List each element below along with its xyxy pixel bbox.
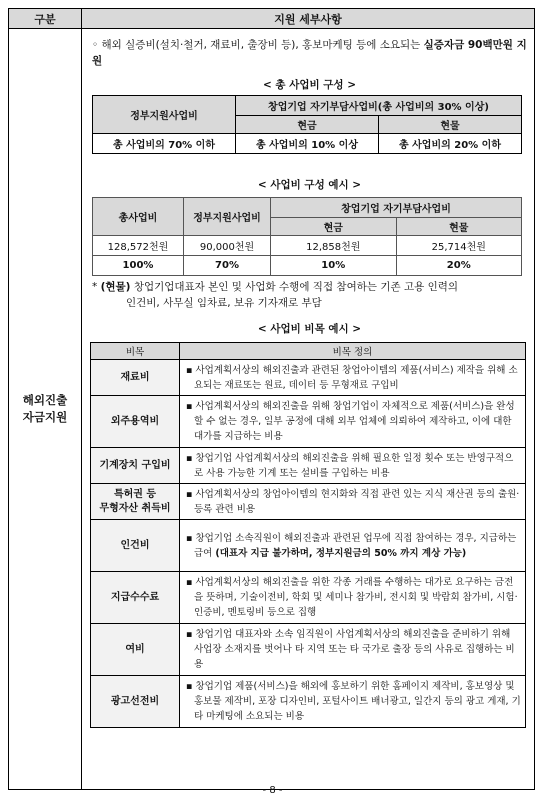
table-row bbox=[91, 520, 526, 572]
ex-row-percent bbox=[93, 256, 522, 276]
table-row bbox=[91, 396, 526, 448]
main-table bbox=[8, 8, 535, 790]
example-table bbox=[92, 197, 522, 276]
item-name-line1: 특허권 등 bbox=[113, 488, 157, 500]
tc-kind-value: 총 사업비의 20% 이하 bbox=[378, 134, 521, 154]
tc-gov-header: 정부지원사업비 bbox=[93, 96, 236, 134]
item-desc-text: ▪ 창업기업 소속직원이 해외진출과 관련된 업무에 직접 참여하는 경우, 지급하는 급여 bbox=[186, 532, 517, 559]
in-kind-note bbox=[92, 279, 532, 311]
item-desc: ▪ 창업기업 사업계획서상의 해외진출을 위해 필요한 일정 횟수 또는 반영구적으로 사용 가능한 기계 또는 설비를 구입하는 비용 bbox=[180, 448, 526, 484]
item-name: 재료비 bbox=[91, 360, 180, 396]
tc-kind-header: 현물 bbox=[378, 116, 521, 134]
item-desc: ▪ 사업계획서상의 해외진출을 위한 각종 거래를 수행하는 대가로 요구하는 금전을 뜻하며, 기술이전비, 학회 및 세미나 참가비, 전시회 및 박람회 참가비, 시험·인증비, 멘토링비 등으로 집행 bbox=[180, 572, 526, 624]
ex-row-amounts bbox=[93, 236, 522, 256]
table-row bbox=[91, 624, 526, 676]
support-bullet bbox=[92, 37, 527, 69]
header-category: 구분 bbox=[9, 9, 82, 29]
item-desc: ▪ 사업계획서상의 해외진출과 관련된 창업아이템의 제품(서비스) 제작을 위해 소요되는 재료또는 원료, 데이터 등 무형재료 구입비 bbox=[180, 360, 526, 396]
table-row bbox=[91, 360, 526, 396]
item-desc: ▪ 창업기업 대표자와 소속 임직원이 사업계획서상의 해외진출을 준비하기 위해 사업장 소재지를 벗어나 타 지역 또는 타 국가로 출장 등의 사유로 집행하는 비용 bbox=[180, 624, 526, 676]
total-cost-table bbox=[92, 95, 522, 154]
item-name: 기계장치 구입비 bbox=[91, 448, 180, 484]
item-desc: ▪ 사업계획서상의 창업아이템의 현지화와 직접 관련 있는 지식 재산권 등의 출원·등록 관련 비용 bbox=[180, 484, 526, 520]
note-line1: 창업기업대표자 본인 및 사업화 수행에 직접 참여하는 기존 고용 인력의 bbox=[130, 281, 459, 293]
ex-kind-header: 현물 bbox=[396, 218, 522, 236]
items-title: < 사업비 비목 예시 > bbox=[257, 323, 362, 335]
details-cell bbox=[82, 29, 535, 790]
ex-self-header: 창업기업 자기부담사업비 bbox=[271, 198, 522, 218]
ex-cell: 100% bbox=[93, 256, 184, 276]
page-number: - 8 - bbox=[262, 785, 283, 796]
item-name: 지급수수료 bbox=[91, 572, 180, 624]
item-desc bbox=[180, 520, 526, 572]
item-name: 인건비 bbox=[91, 520, 180, 572]
header-details: 지원 세부사항 bbox=[82, 9, 535, 29]
table-row bbox=[91, 484, 526, 520]
item-desc: ▪ 사업계획서상의 해외진출을 위해 창업기업이 자체적으로 제품(서비스)을 완성할 수 없는 경우, 일부 공정에 대해 외부 업체에 의뢰하여 제작하고, 이에 대한 대가를 지급하는 비용 bbox=[180, 396, 526, 448]
tc-cash-value: 총 사업비의 10% 이상 bbox=[236, 134, 379, 154]
category-line2: 자금지원 bbox=[22, 410, 68, 424]
category-cell bbox=[9, 29, 82, 790]
ex-cell: 128,572천원 bbox=[93, 236, 184, 256]
total-cost-title: < 총 사업비 구성 > bbox=[262, 79, 357, 91]
table-row bbox=[91, 676, 526, 728]
tc-cash-header: 현금 bbox=[236, 116, 379, 134]
item-desc: ▪ 창업기업 제품(서비스)을 해외에 홍보하기 위한 홈페이지 제작비, 홍보영상 및 홍보물 제작비, 포장 디자인비, 포털사이트 배너광고, 일간지 등의 광고 게재, 기타 마케팅에 소요되는 비용 bbox=[180, 676, 526, 728]
items-col-name: 비목 bbox=[91, 343, 180, 360]
ex-cell: 90,000천원 bbox=[184, 236, 271, 256]
item-name-line2: 무형자산 취득비 bbox=[99, 502, 171, 514]
ex-total-header: 총사업비 bbox=[93, 198, 184, 236]
ex-cell: 70% bbox=[184, 256, 271, 276]
ex-gov-header: 정부지원사업비 bbox=[184, 198, 271, 236]
ex-cell: 20% bbox=[396, 256, 522, 276]
items-table bbox=[90, 342, 526, 728]
item-name: 광고선전비 bbox=[91, 676, 180, 728]
item-desc-bold: (대표자 지급 불가하며, 정부지원금의 50% 까지 계상 가능) bbox=[215, 547, 467, 559]
item-name: 여비 bbox=[91, 624, 180, 676]
tc-self-header: 창업기업 자기부담사업비(총 사업비의 30% 이상) bbox=[236, 96, 522, 116]
table-row bbox=[91, 448, 526, 484]
details-content bbox=[82, 29, 534, 789]
items-header-row bbox=[91, 343, 526, 360]
support-bullet-bold: 실증자금 90백만원 지원 bbox=[92, 39, 527, 67]
item-name: 외주용역비 bbox=[91, 396, 180, 448]
tc-gov-value: 총 사업비의 70% 이하 bbox=[93, 134, 236, 154]
table-header-row bbox=[9, 9, 535, 29]
note-prefix: * bbox=[92, 281, 101, 293]
item-name bbox=[91, 484, 180, 520]
note-line2: 인건비, 사무실 임차료, 보유 기자재로 부담 bbox=[126, 297, 322, 309]
note-bold: (현물) bbox=[100, 281, 131, 293]
category-line1: 해외진출 bbox=[22, 393, 68, 407]
table-row bbox=[91, 572, 526, 624]
items-col-desc: 비목 정의 bbox=[180, 343, 526, 360]
support-bullet-text: ◦ 해외 실증비(설치·철거, 재료비, 출장비 등), 홍보마케팅 등에 소요되는 bbox=[92, 39, 424, 51]
ex-cell: 25,714천원 bbox=[396, 236, 522, 256]
ex-cash-header: 현금 bbox=[271, 218, 397, 236]
ex-cell: 12,858천원 bbox=[271, 236, 397, 256]
ex-cell: 10% bbox=[271, 256, 397, 276]
example-title: < 사업비 구성 예시 > bbox=[257, 179, 362, 191]
